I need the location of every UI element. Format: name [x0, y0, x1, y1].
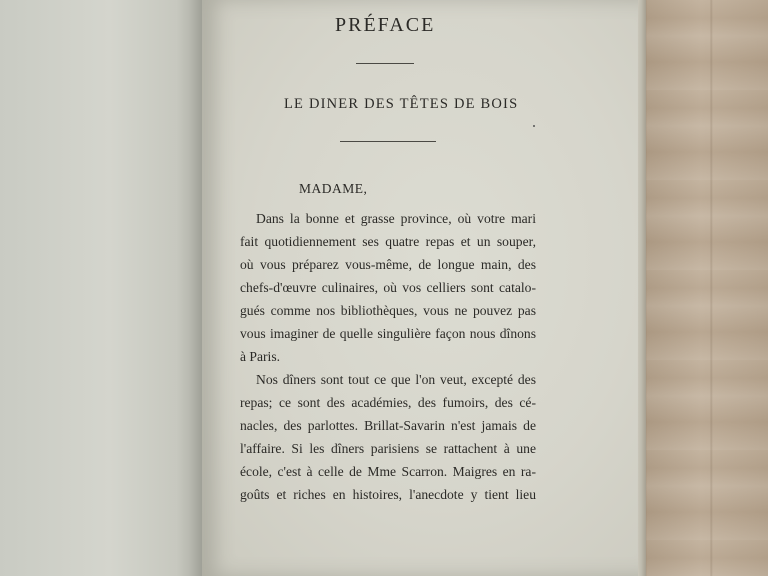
left-page	[0, 0, 200, 576]
salutation: MADAME,	[299, 181, 368, 196]
text-line: chefs-d'œuvre culinaires, où vos celliers sont catalo-	[240, 280, 536, 295]
text-line: l'affaire. Si les dîners parisiens se rattachent à une	[240, 441, 536, 456]
title-rule	[356, 63, 414, 64]
text-line: gués comme nos bibliothèques, vous ne pouvez pas	[240, 303, 536, 318]
page-title: PRÉFACE	[335, 14, 436, 36]
book-gutter	[176, 0, 203, 576]
text-line: école, c'est à celle de Mme Scarron. Maigres en ra-	[240, 464, 536, 479]
text-line: vous imaginer de quelle singulière façon nous dînons	[240, 326, 536, 341]
text-line: Dans la bonne et grasse province, où votre mari	[256, 211, 536, 226]
text-line: Nos dîners sont tout ce que l'on veut, excepté des	[256, 372, 536, 387]
chapter-title: LE DINER DES TÊTES DE BOIS	[284, 96, 519, 112]
text-line: repas; ce sont des académies, des fumoirs, des cé-	[240, 395, 536, 410]
text-line: fait quotidiennement ses quatre repas et un souper,	[240, 234, 536, 249]
text-line: à Paris.	[240, 349, 281, 364]
ink-speck	[533, 125, 535, 127]
text-line: goûts et riches en histoires, l'anecdote y tient lieu	[240, 487, 536, 502]
page-edge	[638, 0, 646, 576]
text-line: nacles, des parlottes. Brillat-Savarin n'est jamais de	[240, 418, 536, 433]
text-line: où vous préparez vous-même, de longue main, des	[240, 257, 536, 272]
chapter-rule	[340, 141, 436, 142]
